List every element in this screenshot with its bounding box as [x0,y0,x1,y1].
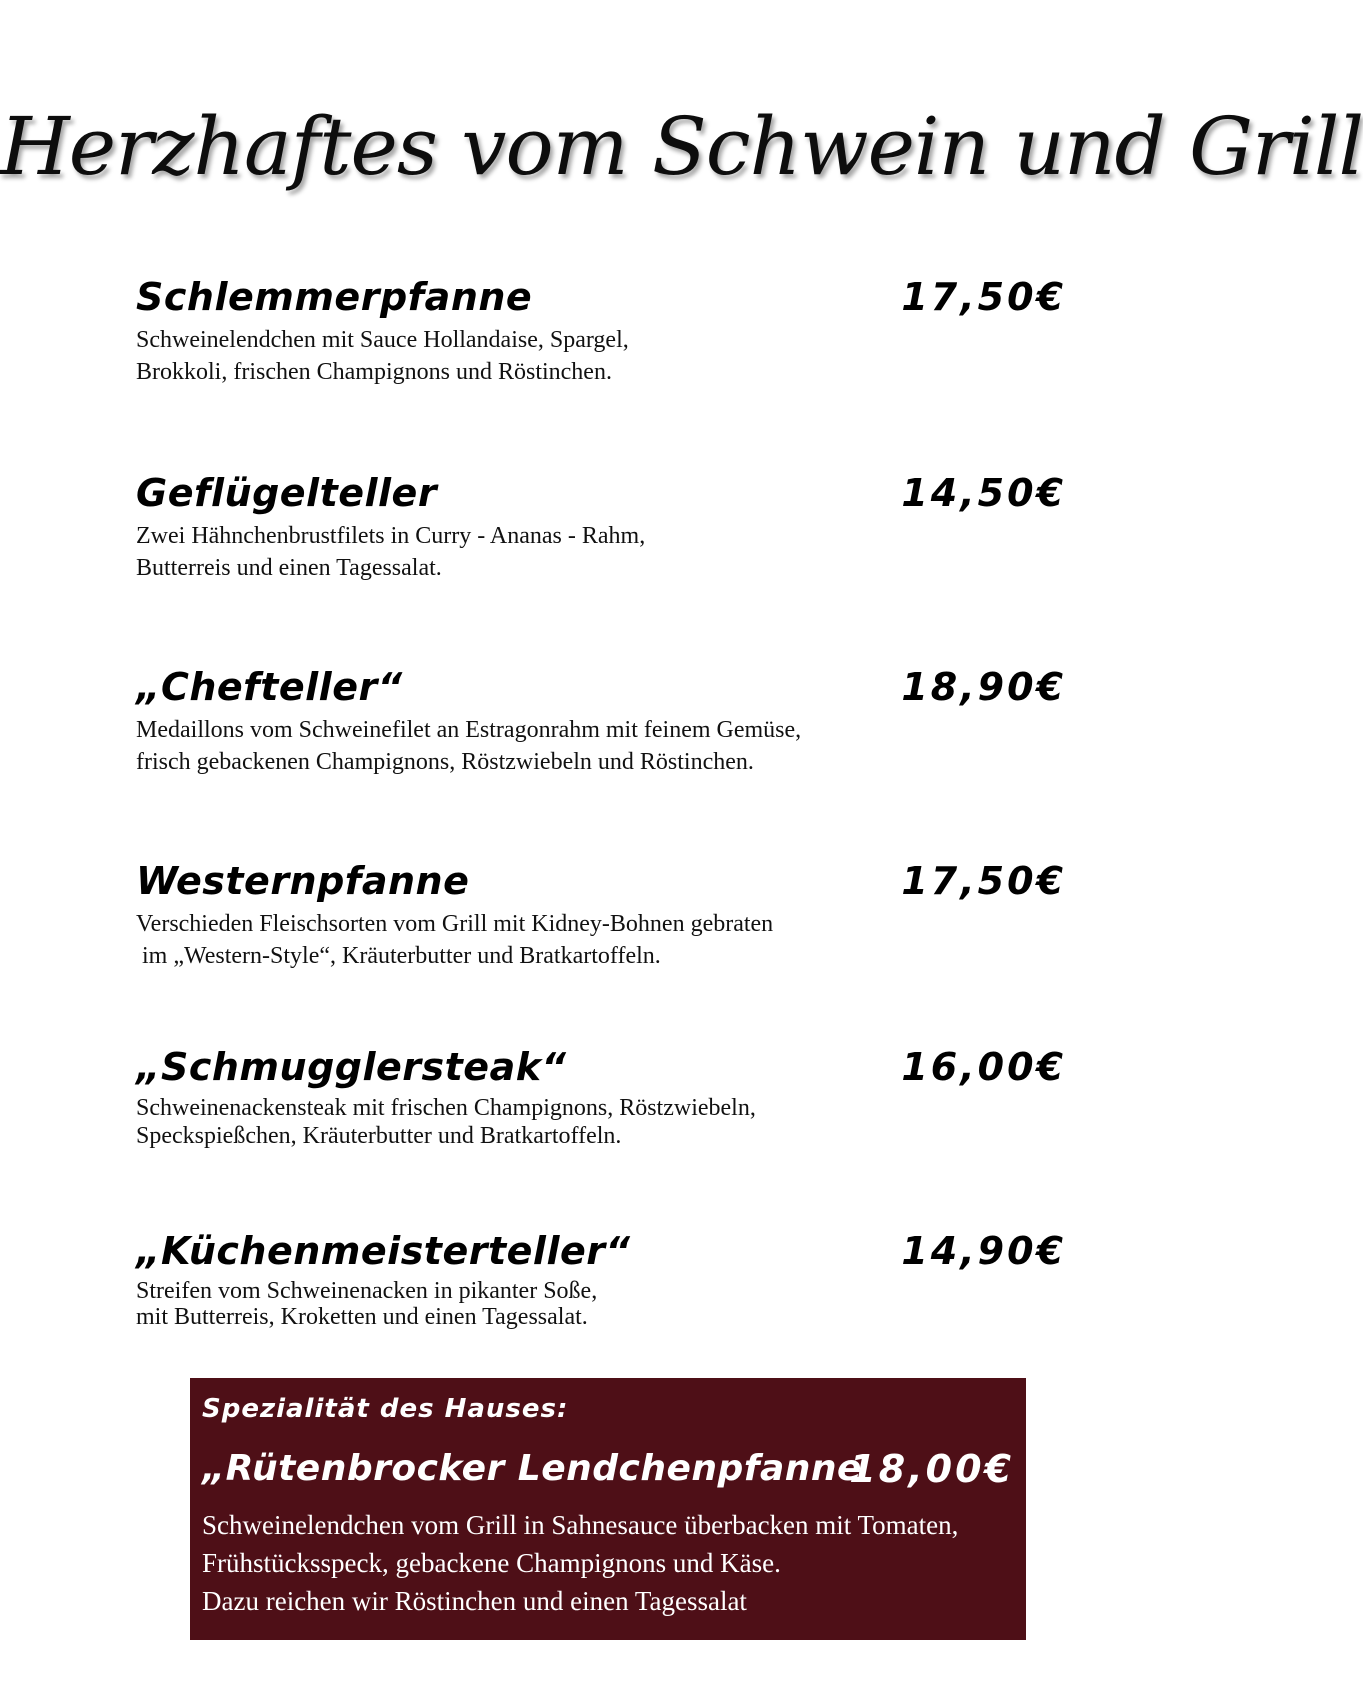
description-line: Speckspießchen, Kräuterbutter und Bratkartoffeln. [136,1123,622,1149]
description-line: Frühstücksspeck, gebackene Champignons und Käse. [202,1548,781,1578]
description-line: frisch gebackenen Champignons, Röstzwiebeln und Röstinchen. [136,749,754,775]
menu-item-price: 16,00€ [901,1045,1066,1089]
house-specialty-name: „Rütenbrocker Lendchenpfanne [202,1448,862,1489]
menu-item-description [136,1094,1066,1150]
house-specialty-price: 18,00€ [849,1447,1014,1491]
menu-item-name: „Chefteller“ [136,665,403,709]
menu-item-description [136,1278,1066,1330]
menu-item-name: „Küchenmeisterteller“ [136,1229,631,1273]
menu-item-name: Westernpfanne [136,859,470,903]
menu-item-price: 17,50€ [901,275,1066,319]
description-line: mit Butterreis, Kroketten und einen Tagessalat. [136,1304,588,1330]
menu-item-description [136,520,1066,584]
description-line: Dazu reichen wir Röstinchen und einen Tagessalat [202,1586,747,1616]
description-line: Streifen vom Schweinenacken in pikanter Soße, [136,1278,598,1304]
description-line: Verschieden Fleischsorten vom Grill mit Kidney-Bohnen gebraten [136,911,774,937]
description-line: Medaillons vom Schweinefilet an Estragonrahm mit feinem Gemüse, [136,717,802,743]
page-title: Herzhaftes vom Schwein und Grill [0,100,1363,193]
description-line: Zwei Hähnchenbrustfilets in Curry - Ananas - Rahm, [136,523,646,549]
menu-item-westernpfanne [136,856,1066,972]
description-line: Schweinelendchen mit Sauce Hollandaise, Spargel, [136,327,629,353]
description-line: Butterreis und einen Tagessalat. [136,555,442,581]
menu-item-gefluegelteller [136,468,1066,584]
house-specialty-heading: Spezialität des Hauses: [202,1394,569,1424]
menu-item-name: Schlemmerpfanne [136,275,533,319]
description-line: im „Western-Style“, Kräuterbutter und Bratkartoffeln. [136,943,661,969]
menu-item-description [136,714,1066,778]
menu-item-kuechenmeisterteller [136,1226,1066,1330]
menu-item-price: 14,90€ [901,1229,1066,1273]
menu-item-price: 17,50€ [901,859,1066,903]
menu-item-price: 14,50€ [901,471,1066,515]
house-specialty-box [190,1378,1026,1640]
menu-item-description [136,908,1066,972]
description-line: Brokkoli, frischen Champignons und Röstinchen. [136,359,612,385]
menu-item-name: „Schmugglersteak“ [136,1045,567,1089]
house-specialty-description [202,1506,958,1620]
menu-item-chefteller [136,662,1066,778]
menu-item-name: Geflügelteller [136,471,438,515]
menu-item-price: 18,90€ [901,665,1066,709]
description-line: Schweinenackensteak mit frischen Champignons, Röstzwiebeln, [136,1095,756,1121]
menu-item-description [136,324,1066,388]
menu-item-schlemmerpfanne [136,272,1066,388]
description-line: Schweinelendchen vom Grill in Sahnesauce überbacken mit Tomaten, [202,1510,959,1540]
menu-item-schmugglersteak [136,1042,1066,1150]
